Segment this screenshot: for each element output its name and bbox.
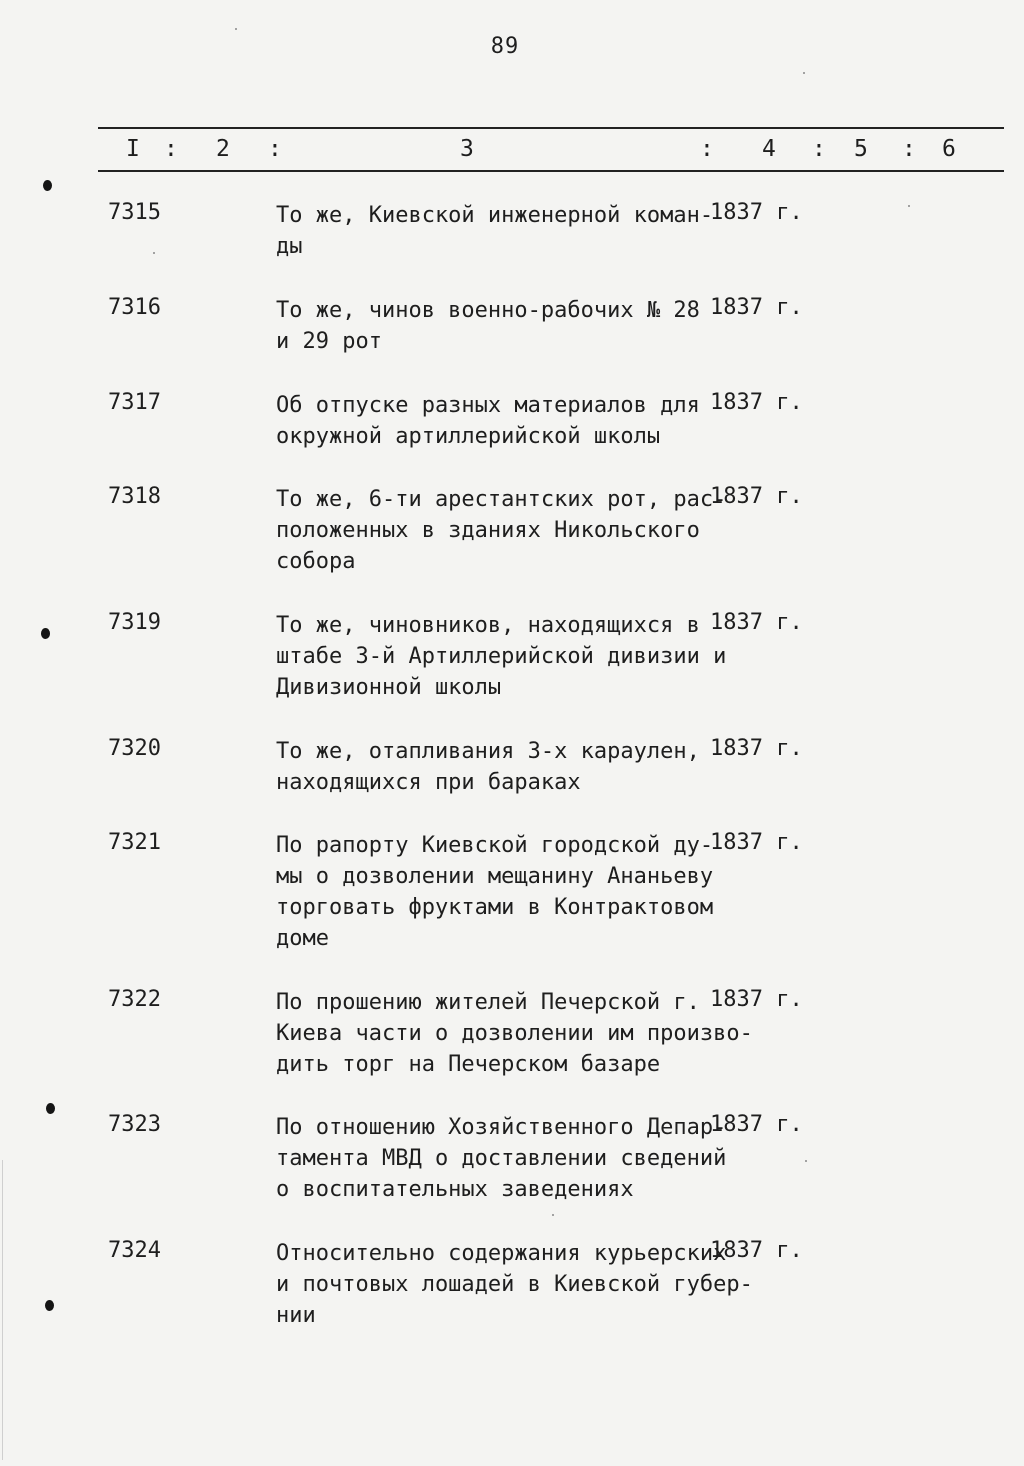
entry-year: 1837 г.	[710, 830, 803, 855]
entry-description	[262, 1112, 727, 1205]
binding-hole-mark	[46, 1103, 55, 1114]
entry-number: 7319	[108, 610, 161, 635]
page-number: 89	[490, 34, 520, 59]
column-separator: :	[164, 136, 178, 162]
description-line: и 29 рот	[276, 329, 382, 354]
description-line: о воспитательных заведениях	[276, 1177, 634, 1202]
scan-speck	[908, 205, 910, 207]
entry-description	[262, 830, 714, 954]
description-line: окружной артиллерийской школы	[276, 424, 661, 449]
column-5-label: 5	[854, 136, 868, 162]
column-separator: :	[812, 136, 826, 162]
description-line: и почтовых лошадей в Киевской губер-	[276, 1272, 753, 1297]
column-1-label: I	[126, 136, 140, 162]
entry-description	[262, 390, 702, 452]
entry-description	[262, 295, 702, 357]
entry-description	[262, 200, 714, 262]
description-line: тамента МВД о доставлении сведений	[276, 1146, 727, 1171]
description-line: Киева части о дозволении им произво-	[276, 1021, 753, 1046]
entry-description	[262, 1238, 753, 1331]
entry-year: 1837 г.	[710, 1112, 803, 1137]
description-line: То же, отапливания 3-х караулен,	[276, 739, 700, 764]
entry-number: 7323	[108, 1112, 161, 1137]
entry-year: 1837 г.	[710, 987, 803, 1012]
entry-number: 7317	[108, 390, 161, 415]
description-line: нии	[276, 1303, 316, 1328]
description-line: ды	[276, 234, 303, 259]
header-bottom-rule	[98, 170, 1004, 172]
column-header	[98, 136, 1004, 164]
description-line: Относительно содержания курьерских	[276, 1241, 727, 1266]
entry-description	[262, 610, 727, 703]
description-line: дить торг на Печерском базаре	[276, 1052, 661, 1077]
entry-number: 7318	[108, 484, 161, 509]
scan-speck	[803, 72, 805, 74]
column-separator: :	[700, 136, 714, 162]
binding-hole-mark	[43, 180, 52, 191]
entry-number: 7324	[108, 1238, 161, 1263]
description-line: собора	[276, 549, 356, 574]
scan-edge-line	[2, 1160, 3, 1460]
scan-speck	[805, 1160, 807, 1162]
description-line: Дивизионной школы	[276, 675, 502, 700]
description-line: доме	[276, 926, 329, 951]
header-top-rule	[98, 127, 1004, 129]
entry-description	[262, 987, 753, 1080]
entry-year: 1837 г.	[710, 390, 803, 415]
column-3-label: 3	[460, 136, 474, 162]
entry-number: 7316	[108, 295, 161, 320]
column-separator: :	[268, 136, 282, 162]
description-line: штабе 3-й Артиллерийской дивизии и	[276, 644, 727, 669]
entry-description	[262, 736, 702, 798]
description-line: мы о дозволении мещанину Ананьеву	[276, 864, 714, 889]
description-line: По прошению жителей Печерской г.	[276, 990, 700, 1015]
description-line: То же, Киевской инженерной коман-	[276, 203, 714, 228]
scan-speck	[153, 252, 155, 254]
column-2-label: 2	[216, 136, 230, 162]
description-line: По отношению Хозяйственного Депар-	[276, 1115, 727, 1140]
entry-year: 1837 г.	[710, 484, 803, 509]
description-line: находящихся при бараках	[276, 770, 581, 795]
entry-number: 7322	[108, 987, 161, 1012]
entry-description	[262, 484, 727, 577]
scan-speck	[235, 28, 237, 30]
column-4-label: 4	[762, 136, 776, 162]
entry-year: 1837 г.	[710, 610, 803, 635]
entry-year: 1837 г.	[710, 295, 803, 320]
description-line: То же, 6-ти арестантских рот, рас-	[276, 487, 727, 512]
entry-number: 7320	[108, 736, 161, 761]
description-line: То же, чиновников, находящихся в	[276, 613, 700, 638]
binding-hole-mark	[41, 628, 50, 639]
column-separator: :	[902, 136, 916, 162]
entry-year: 1837 г.	[710, 1238, 803, 1263]
column-6-label: 6	[942, 136, 956, 162]
entry-number: 7315	[108, 200, 161, 225]
description-line: По рапорту Киевской городской ду-	[276, 833, 714, 858]
description-line: торговать фруктами в Контрактовом	[276, 895, 714, 920]
scan-speck	[552, 1214, 554, 1216]
entry-year: 1837 г.	[710, 736, 803, 761]
description-line: То же, чинов военно-рабочих № 28	[276, 298, 700, 323]
description-line: Об отпуске разных материалов для	[276, 393, 700, 418]
binding-hole-mark	[45, 1300, 54, 1311]
entry-year: 1837 г.	[710, 200, 803, 225]
entry-number: 7321	[108, 830, 161, 855]
description-line: положенных в зданиях Никольского	[276, 518, 700, 543]
